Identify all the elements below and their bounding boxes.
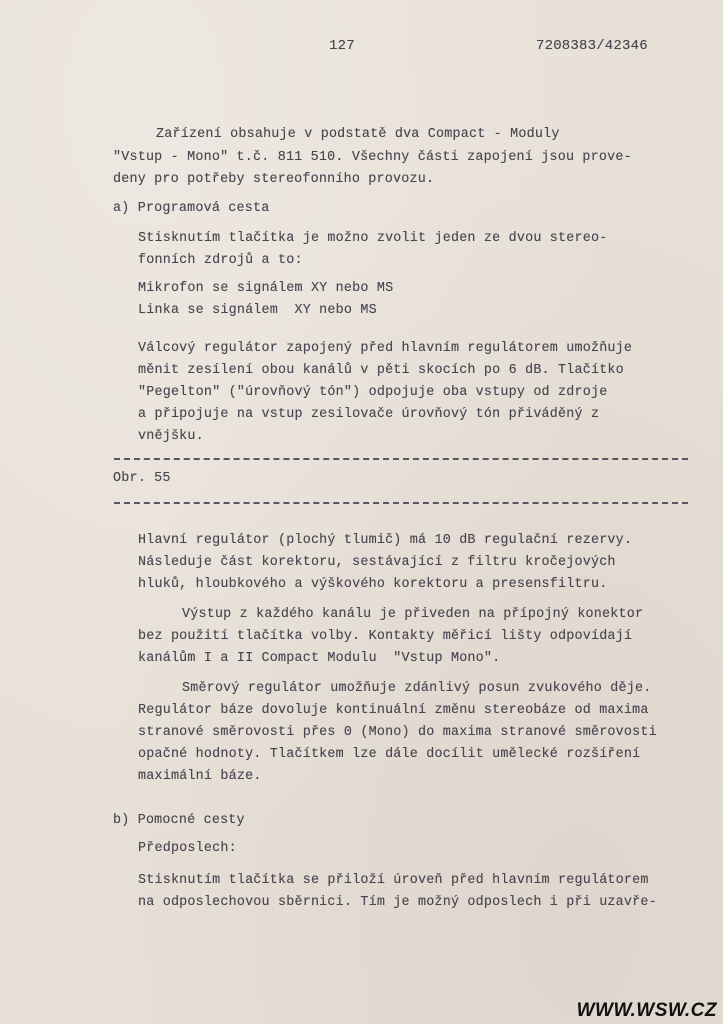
text-line: Výstup z každého kanálu je přiveden na přípojný konektor — [182, 607, 644, 622]
text-line: Válcový regulátor zapojený před hlavním regulátorem umožňuje — [138, 341, 633, 356]
text-line: fonních zdrojů a to: — [138, 253, 303, 268]
text-line: vnějšku. — [138, 429, 204, 444]
document-number: 7208383/42346 — [536, 38, 648, 54]
text-line: Následuje část korektoru, sestávající z filtru kročejových — [138, 555, 616, 570]
text-line: Hlavní regulátor (plochý tlumič) má 10 dB regulační rezervy. — [138, 533, 633, 548]
text-line: hluků, hloubkového a výškového korektoru a presensfiltru. — [138, 577, 608, 592]
list-item: Mikrofon se signálem XY nebo MS — [138, 281, 394, 296]
text-line: "Vstup - Mono" t.č. 811 510. Všechny části zapojení jsou prove- — [113, 150, 632, 165]
section-a-heading: a) Programová cesta — [113, 201, 270, 216]
text-line: bez použití tlačítka volby. Kontakty měřicí lišty odpovídají — [138, 629, 633, 644]
text-line: deny pro potřeby stereofonního provozu. — [113, 172, 435, 187]
text-line: Zařízení obsahuje v podstatě dva Compact - Moduly — [156, 127, 560, 142]
text-line: Stisknutím tlačítka se přiloží úroveň před hlavním regulátorem — [138, 873, 649, 888]
text-line: kanálům I a II Compact Modulu "Vstup Mono". — [138, 651, 501, 666]
text-line: Směrový regulátor umožňuje zdánlivý posun zvukového děje. — [182, 681, 652, 696]
list-item: Linka se signálem XY nebo MS — [138, 303, 377, 318]
text-line: "Pegelton" ("úrovňový tón") odpojuje oba vstupy od zdroje — [138, 385, 608, 400]
text-line: na odposlechovou sběrnici. Tím je možný odposlech i při uzavře- — [138, 895, 657, 910]
section-b-heading: b) Pomocné cesty — [113, 813, 245, 828]
text-line: Stisknutím tlačítka je možno zvolit jeden ze dvou stereo- — [138, 231, 608, 246]
page-number: 127 — [329, 38, 355, 54]
text-line: opačné hodnoty. Tlačítkem lze dále docílit umělecké rozšíření — [138, 747, 641, 762]
text-line: měnit zesílení obou kanálů v pěti skocích po 6 dB. Tlačítko — [138, 363, 624, 378]
text-line: Regulátor báze dovoluje kontinuální změnu stereobáze od maxima — [138, 703, 649, 718]
text-line: maximální báze. — [138, 769, 262, 784]
text-line: stranové směrovosti přes 0 (Mono) do maxima stranové směrovosti — [138, 725, 657, 740]
dashed-divider-bottom — [114, 502, 688, 504]
text-line: a připojuje na vstup zesilovače úrovňový tón přiváděný z — [138, 407, 600, 422]
dashed-divider-top — [114, 458, 688, 460]
figure-label: Obr. 55 — [113, 471, 171, 486]
site-watermark: WWW.WSW.CZ — [576, 1000, 717, 1021]
section-b-subheading: Předposlech: — [138, 841, 237, 856]
